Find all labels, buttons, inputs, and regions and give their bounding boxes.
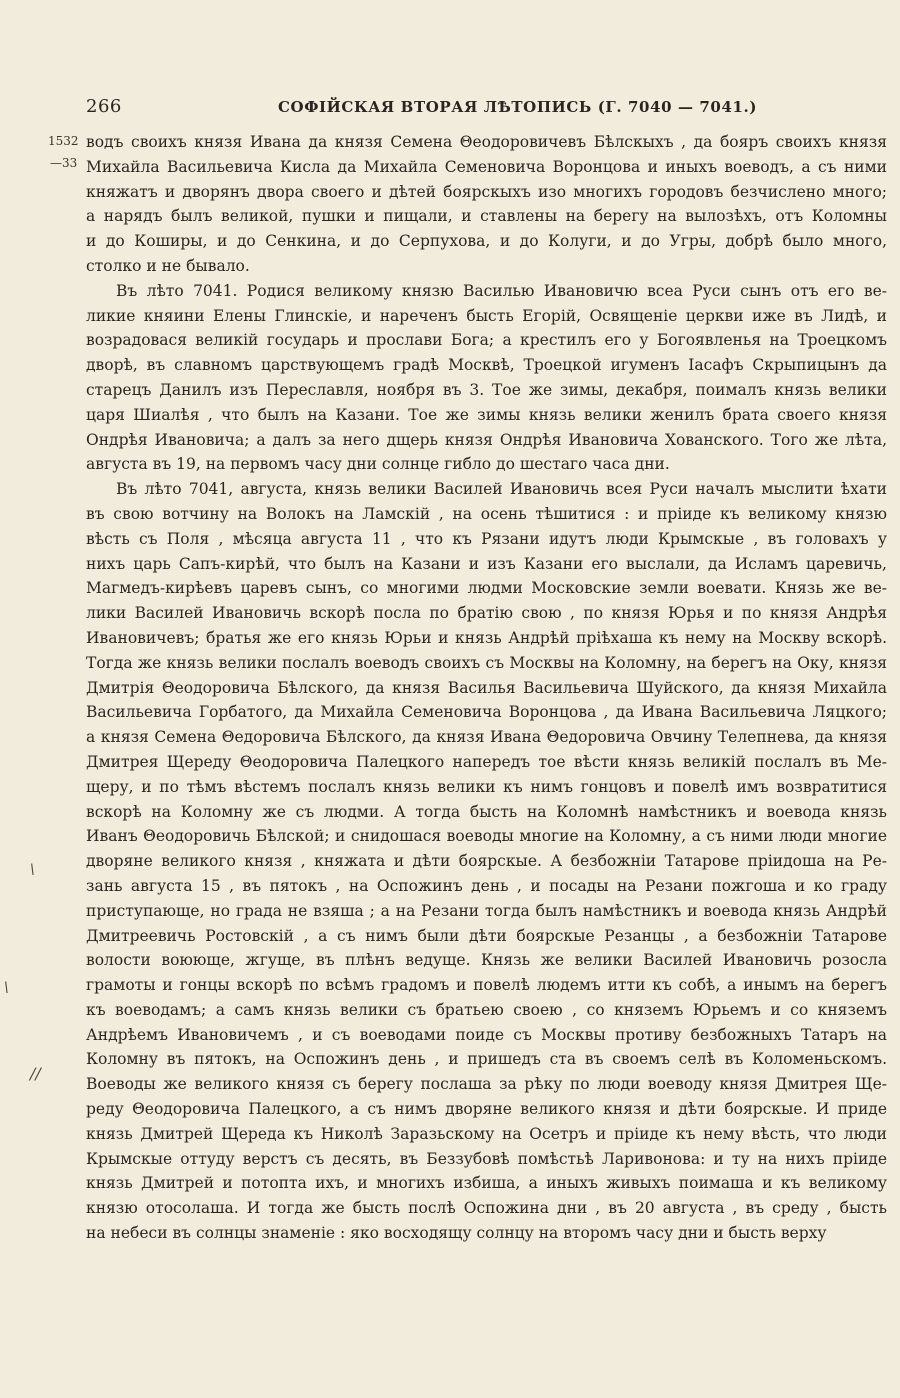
text-line: августа въ 19, на первомъ часу дни солнце гибло до шестаго часа дни. xyxy=(86,455,670,474)
text-line: Дмитрея Щереду Θеодоровича Палецкого напередъ тое вѣсти князь великій послалъ въ Ме- xyxy=(86,752,887,771)
text-line: князь Дмитрей и потопта ихъ, и многихъ избиша, а иныхъ живыхъ поимаша и къ великому xyxy=(86,1174,887,1193)
text-line: Андрѣемъ Ивановичемъ , и съ воеводами поиде съ Москвы противу безбожныхъ Татаръ на xyxy=(86,1025,887,1044)
text-line: грамоты и гонцы вскорѣ по всѣмъ градомъ и повелѣ людемъ итти къ собѣ, а инымъ на берегъ xyxy=(86,976,887,995)
text-line: князю отосолаша. И тогда же бысть послѣ Оспожина дни , въ 20 августа , въ среду , бысть xyxy=(86,1199,887,1218)
text-line: Ивановичевъ; братья же его князь Юрьи и князь Андрѣй пріѣхаша къ нему на Москву вскорѣ. xyxy=(86,628,887,647)
text-line: а нарядъ былъ великой, пушки и пищали, и ставлены на берегу на вылозѣхъ, отъ Коломны xyxy=(86,207,887,226)
text-line: Въ лѣто 7041, августа, князь велики Василей Ивановичь всея Руси началъ мыслити ѣхати xyxy=(116,480,887,499)
text-line: на небеси въ солнцы знаменіе : яко восходящу солнцу на второмъ часу дни и бысть верху xyxy=(86,1224,827,1243)
text-line: въ свою вотчину на Волокъ на Ламскій , на осень тѣшитися : и пріиде къ великому князю xyxy=(86,504,887,523)
margin-mark: \ xyxy=(30,862,35,878)
text-line: водъ своихъ князя Ивана да князя Семена Θеодоровичевъ Бѣлскыхъ , да бояръ своихъ князя xyxy=(86,133,887,151)
text-line: княжатъ и дворянъ двора своего и дѣтей боярскыхъ изо многихъ городовъ безчислено много; xyxy=(86,182,887,201)
page-number: 266 xyxy=(86,96,122,117)
text-line: и до Коширы, и до Сенкина, и до Серпухова, и до Колуги, и до Угры, добрѣ было много, xyxy=(86,232,887,251)
text-line: Ондрѣя Ивановича; а далъ за него дщерь князя Ондрѣя Ивановича Хованского. Того же лѣта, xyxy=(86,430,887,449)
margin-year-top: 1532 xyxy=(48,134,79,148)
text-line: Въ лѣто 7041. Родися великому князю Василью Ивановичю всеа Руси сынъ отъ его ве- xyxy=(116,281,887,300)
text-line: Коломну въ пятокъ, на Оспожинъ день , и пришедъ ста въ своемъ селѣ въ Коломеньскомъ. xyxy=(86,1050,887,1069)
text-line: дворяне великого князя , княжата и дѣти боярскые. А безбожніи Татарове пріидоша на Ре- xyxy=(86,852,887,871)
margin-year-bottom: —33 xyxy=(50,156,78,170)
text-line: Михайла Васильевича Кисла да Михайла Семеновича Воронцова и иныхъ воеводъ, а съ ними xyxy=(86,157,887,176)
text-line: Воеводы же великого князя съ берегу послаша за рѣку по люди воеводу князя Дмитрея Ще- xyxy=(86,1075,887,1094)
text-line: зань августа 15 , въ пятокъ , на Оспожинъ день , и посады на Резани пожгоша и ко граду xyxy=(86,876,887,895)
text-line: лики Василей Ивановичь вскорѣ посла по братію свою , по князя Юрья и по князя Андрѣя xyxy=(86,604,887,623)
margin-mark: \ xyxy=(4,980,9,996)
text-line: вскорѣ на Коломну же съ людми. А тогда бысть на Коломнѣ намѣстникъ и воевода князь xyxy=(86,802,887,821)
running-title: СОФІЙСКАЯ ВТОРАЯ ЛѢТОПИСЬ (Г. 7040 — 7041.) xyxy=(278,98,758,116)
text-line: реду Θеодоровича Палецкого, а съ нимъ дворяне великого князя и дѣти боярскые. И приде xyxy=(86,1100,887,1119)
text-line: приступающе, но града не взяша ; а на Резани тогда былъ намѣстникъ и воевода князь Андрѣй xyxy=(86,901,887,920)
text-line: Иванъ Θеодоровичь Бѣлской; и снидошася воеводы многие на Коломну, а съ ними люди многие xyxy=(86,827,887,846)
text-line: Дмитрія Θеодоровича Бѣлского, да князя Василья Васильевича Шуйского, да князя Михайла xyxy=(86,678,887,697)
text-line: ликие княини Елены Глинскіе, и нареченъ бысть Егорій, Освященіе церкви иже въ Лидѣ, и xyxy=(86,306,887,325)
text-line: князь Дмитрей Щереда къ Николѣ Заразьскому на Осетръ и пріиде къ нему вѣсть, что люди xyxy=(86,1124,887,1143)
text-line: а князя Семена Θедоровича Бѣлского, да князя Ивана Θедоровича Овчину Телепнева, да князя xyxy=(86,728,887,747)
text-line: Тогда же князь велики послалъ воеводъ своихъ съ Москвы на Коломну, на берегъ на Оку, князя xyxy=(86,653,887,672)
text-line: царя Шиалѣя , что былъ на Казани. Тое же зимы князь велики женилъ брата своего князя xyxy=(86,405,887,424)
text-line: къ воеводамъ; а самъ князь велики съ братьею своею , со княземъ Юрьемъ и со княземъ xyxy=(86,1000,887,1019)
text-line: старецъ Данилъ изъ Переславля, ноября въ 3. Тое же зимы, декабря, поималъ князь велики xyxy=(86,380,887,399)
text-line: волости воююще, жгуще, въ плѣнъ ведуще. Князь же велики Василей Ивановичь розосла xyxy=(86,951,887,970)
text-line: дворѣ, въ славномъ царствующемъ градѣ Москвѣ, Троецкой игуменъ Іасафъ Скрыпицынъ да xyxy=(86,356,887,375)
text-line: нихъ царь Сапъ-кирѣй, что былъ на Казани и изъ Казани его выслали, да Исламъ царевичь, xyxy=(86,554,887,573)
text-line: Васильевича Горбатого, да Михайла Семеновича Воронцова , да Ивана Васильевича Ляцкого; xyxy=(86,703,887,722)
chronicle-text xyxy=(86,130,887,1246)
text-line: Магмедъ-кирѣевъ царевъ сынъ, со многими людми Московские земли воевати. Князь же ве- xyxy=(86,579,887,598)
text-line: столко и не бывало. xyxy=(86,256,250,275)
page-header xyxy=(86,96,886,122)
text-line: вѣсть съ Поля , мѣсяца августа 11 , что къ Рязани идутъ люди Крымскые , въ головахъ у xyxy=(86,529,887,548)
margin-mark: // xyxy=(30,1064,41,1083)
text-line: щеру, и по тѣмъ вѣстемъ послалъ князь велики къ нимъ гонцовъ и повелѣ имъ возвратитися xyxy=(86,777,887,796)
text-line: Дмитреевичь Ростовскій , а съ нимъ были дѣти боярскые Резанцы , а безбожніи Татарове xyxy=(86,926,887,945)
text-line: Крымскые оттуду верстъ съ десять, въ Беззубовѣ помѣстьѣ Ларивонова: и ту на нихъ пріиде xyxy=(86,1149,887,1168)
text-line: возрадовася великій государь и прослави Бога; а крестилъ его у Богоявленья на Троецкомъ xyxy=(86,331,887,350)
